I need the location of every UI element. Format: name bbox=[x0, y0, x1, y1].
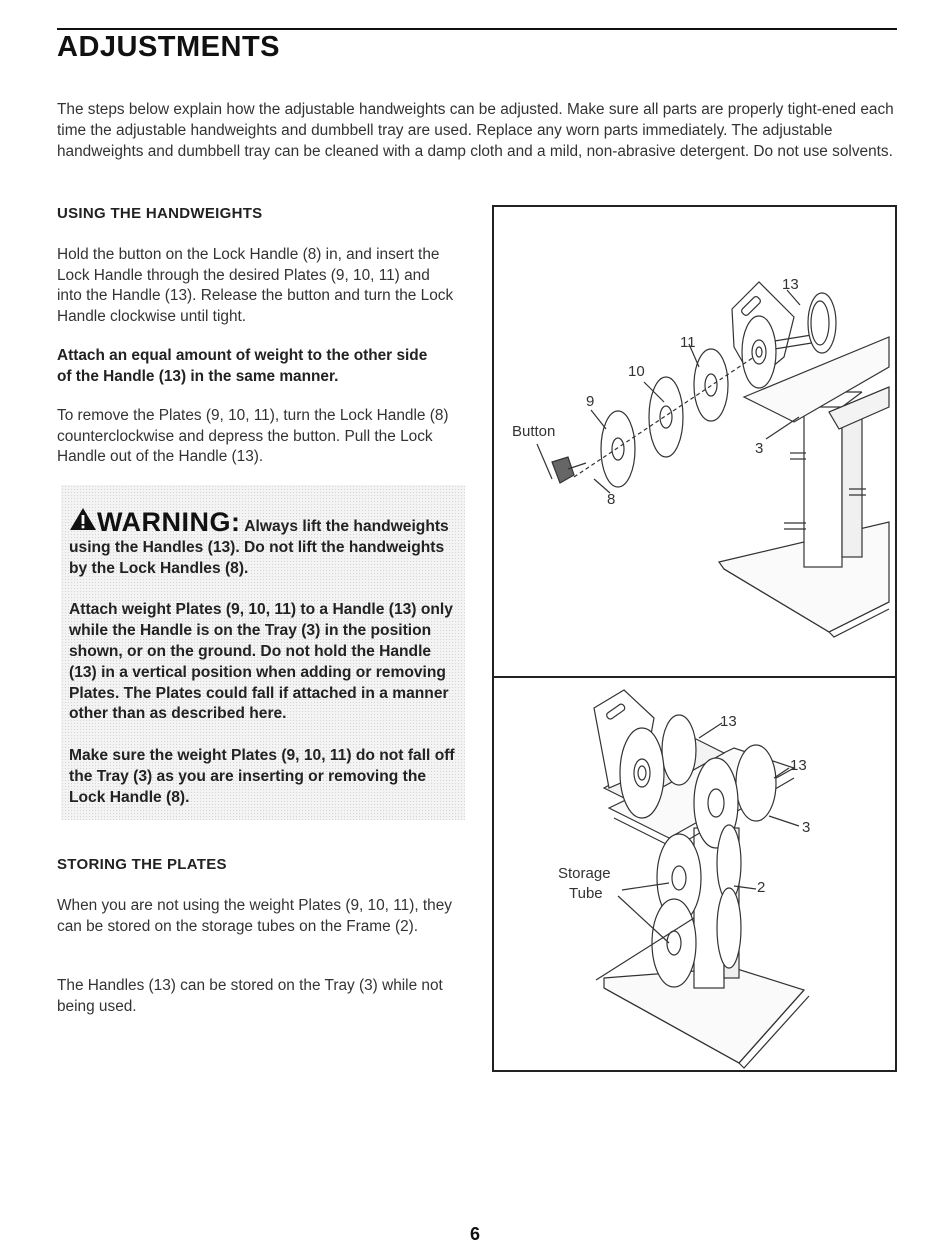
storing-heading: STORING THE PLATES bbox=[57, 856, 227, 873]
fig2-label-3: 3 bbox=[802, 819, 811, 836]
figure-plate-storage bbox=[492, 676, 897, 1072]
figure-2-drawing bbox=[494, 678, 899, 1074]
warning-word: WARNING: bbox=[97, 507, 241, 537]
fig2-label-tube: Tube bbox=[569, 885, 603, 902]
fig1-label-13: 13 bbox=[782, 276, 799, 293]
fig1-label-11: 11 bbox=[680, 334, 696, 351]
using-paragraph-3-wrap bbox=[57, 406, 457, 468]
fig1-label-8: 8 bbox=[607, 491, 616, 508]
using-paragraph-2-wrap bbox=[57, 346, 437, 387]
figure-1-drawing bbox=[494, 207, 899, 680]
fig1-label-button: Button bbox=[512, 423, 556, 440]
figure-handweight-assembly bbox=[492, 205, 897, 678]
top-rule bbox=[57, 28, 897, 30]
fig1-label-3: 3 bbox=[755, 440, 764, 457]
using-section bbox=[57, 205, 457, 222]
warning-triangle-icon bbox=[69, 507, 97, 531]
warning-lead-block bbox=[69, 507, 459, 579]
using-paragraph-2: Attach an equal amount of weight to the other side of the Handle (13) in the same manner. bbox=[57, 347, 428, 385]
storing-paragraph-1-wrap bbox=[57, 896, 457, 937]
using-heading: USING THE HANDWEIGHTS bbox=[57, 205, 263, 222]
intro-paragraph: The steps below explain how the adjustable handweights can be adjusted. Make sure all parts are properly tight-ened each time the adjustable handweights and dumbbell tray are used. Replace any worn parts immediately. The adjustable handweights and dumbbell tray can be cleaned with a damp cloth and a mild, non-abrasive detergent. Do not use solvents. bbox=[57, 101, 894, 160]
storing-paragraph-1: When you are not using the weight Plates (9, 10, 11), they can be stored on the storage tubes on the Frame (2). bbox=[57, 897, 452, 935]
fig2-label-2: 2 bbox=[757, 879, 766, 896]
storing-paragraph-2: The Handles (13) can be stored on the Tray (3) while not being used. bbox=[57, 977, 443, 1015]
warning-box bbox=[61, 485, 465, 820]
fig2-label-13a: 13 bbox=[720, 713, 737, 730]
fig1-label-10: 10 bbox=[628, 363, 645, 380]
using-paragraph-1-wrap bbox=[57, 245, 457, 327]
page-title: ADJUSTMENTS bbox=[57, 31, 281, 63]
using-paragraph-1: Hold the button on the Lock Handle (8) in, and insert the Lock Handle through the desired Plates (9, 10, 11) and into the Handle (13). Release the button and turn the Lock Handle clockwise until tight. bbox=[57, 246, 454, 325]
warning-paragraph-2: Attach weight Plates (9, 10, 11) to a Handle (13) only while the Handle is on the Tray (3) in the position shown, or on the ground. Do not hold the Handle (13) in a vertical position when adding or removing Plates. The Plates could fall if attached in a manner other than as described here. bbox=[69, 601, 453, 723]
fig2-label-13b: 13 bbox=[790, 757, 807, 774]
fig1-label-9: 9 bbox=[586, 393, 595, 410]
using-paragraph-3: To remove the Plates (9, 10, 11), turn the Lock Handle (8) counterclockwise and depress the button. Pull the Lock Handle out of the Handle (13). bbox=[57, 407, 449, 465]
fig2-label-storage: Storage bbox=[558, 865, 611, 882]
storing-section bbox=[57, 856, 457, 873]
warning-lead: Always lift the handweights using the Handles (13). Do not lift the handweights by the Lock Handles (8). bbox=[69, 518, 449, 577]
warning-content bbox=[69, 507, 459, 809]
warning-paragraph-3: Make sure the weight Plates (9, 10, 11) do not fall off the Tray (3) as you are inserting or removing the Lock Handle (8). bbox=[69, 747, 455, 806]
page-number: 6 bbox=[469, 1224, 480, 1244]
storing-paragraph-2-wrap bbox=[57, 976, 457, 1017]
